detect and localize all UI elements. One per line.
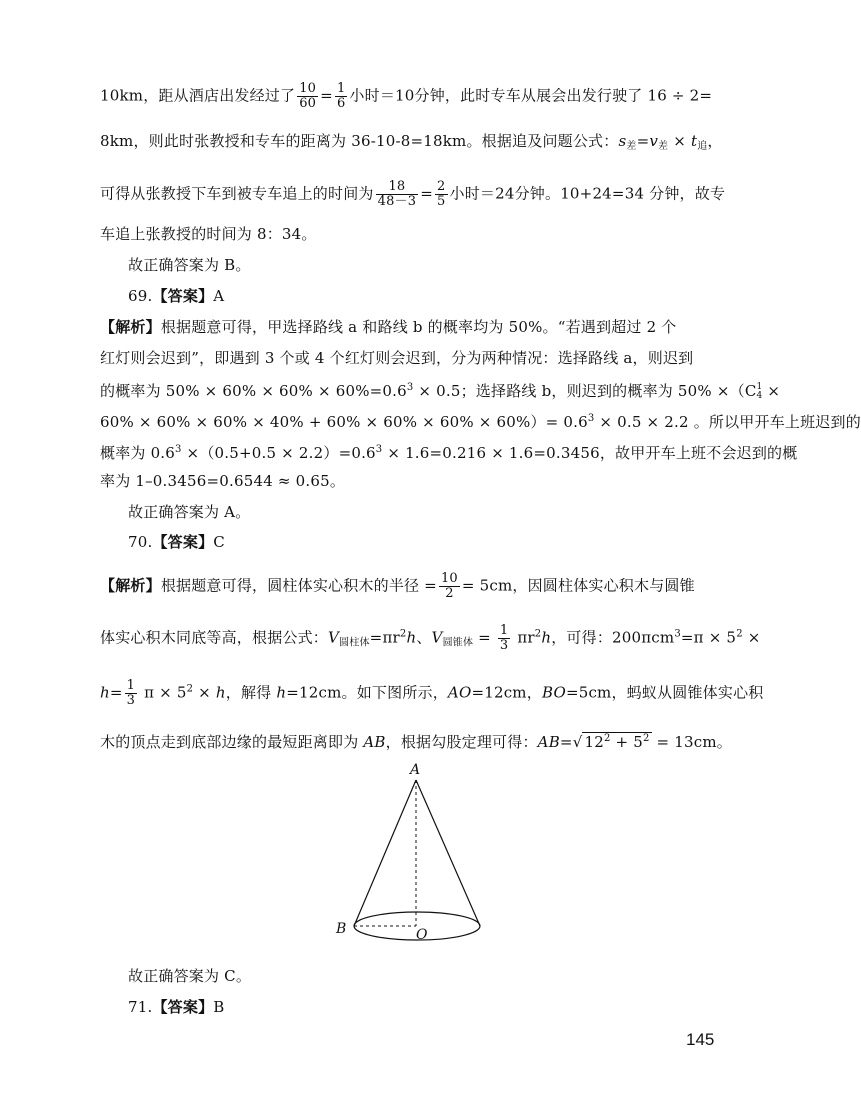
text-line-16: 体实心积木同底等高，根据公式：$V_{圆柱体}=\pi r^2h$、$V_{圆锥体}$ = $\frac{1}{3}$ $\pi r^2h$，可得：$200\pi cm^3=\pi \times 5^2$ × [100,623,761,653]
text-line-3: 可得从张教授下车到被专车追上的时间为 $\frac{18}{48-3}$ = $\frac{2}{5}$ 小时＝24分钟。10+24=34 分钟，故专 [100,179,726,209]
label-o: O [416,927,428,943]
fraction: $\frac{1}{3}$ [499,623,509,653]
cone-right-edge [416,780,480,926]
text-line-18: 木的顶点走到底部边缘的最短距离即为 AB，根据勾股定理可得：AB=√ $12^2 + 5^2 = 13cm$。 [100,733,732,751]
text-line-5: 故正确答案为 B。 [128,256,251,274]
text-line-19: 故正确答案为 C。 [128,967,252,985]
text-line-11: 概率为 $0.6^3 \times(0.5+0.5 \times 2.2)=0.6^3 \times 1.6=0.216 \times 1.6=0.3456$，故甲开车上班不会迟到的概 [100,444,798,462]
text-line-10: $60\% \times 60\% \times 60\% \times 40\% + 60\% \times 60\% \times 60\% \times 60\%)= 0.6^3 \times 0.5 \times 2.2$ 。所以甲开车上班迟到的 [100,413,861,431]
fraction: $\frac{1}{3}$ [126,678,136,708]
text-line-8: 红灯则会迟到”，即遇到 3 个或 4 个红灯则会迟到，分为两种情况：选择路线 a，则迟到 [100,349,694,367]
fraction: $\frac{2}{5}$ [437,179,446,209]
text-line-4: 车追上张教授的时间为 8：34。 [100,225,317,243]
text-line-9: 的概率为 $50\% \times 60\% \times 60\% \times 60\%=0.6^3 \times 0.5$；选择路线 b，则迟到的概率为 50% ×（C 1 4 × [100,382,781,401]
text-line-17: h= $\frac{1}{3}$ $\pi \times 5^2 \times h$，解得 h=12cm。如下图所示，AO=12cm，BO=5cm，蚂蚁从圆锥体实心积 [100,678,764,708]
fraction: $\frac{18}{48-3}$ [377,179,417,209]
answer-heading-71: 71.【答案】B [128,998,225,1016]
text-line-12: 率为 1–0.3456=0.6544 ≈ 0.65。 [100,472,346,490]
text-line-15: 【解析】根据题意可得，圆柱体实心积木的半径 = $\frac{10}{2}$ = 5cm，因圆柱体实心积木与圆锥 [100,571,695,601]
fraction: $\frac{1}{6}$ [336,81,346,111]
cone-left-edge [354,780,416,926]
text-line-13: 故正确答案为 A。 [128,503,251,521]
fraction: $\frac{10}{60}$ [299,81,317,111]
text-line-1: 10km，距从酒店出发经过了 $\frac{10}{60}$ = $\frac{1}{6}$ 小时＝10分钟，此时专车从展会出发行驶了 16 ÷ 2= [100,81,713,111]
sqrt-expression: $12^2 + 5^2$ [584,733,650,751]
page-number: 145 [686,1030,715,1049]
text-line-2: 8km，则此时张教授和专车的距离为 36-10-8=18km。根据追及问题公式：$s_差=v_差 \times t_追$， [100,132,723,152]
answer-heading-70: 70.【答案】C [128,533,225,551]
fraction: $\frac{10}{2}$ [440,571,458,601]
label-b: B [336,921,347,937]
cone-figure [330,758,510,958]
text-line-7: 【解析】根据题意可得，甲选择路线 a 和路线 b 的概率均为 50%。“若遇到超过 2 个 [100,318,677,336]
label-a: A [410,762,421,778]
answer-heading-69: 69.【答案】A [128,287,225,305]
